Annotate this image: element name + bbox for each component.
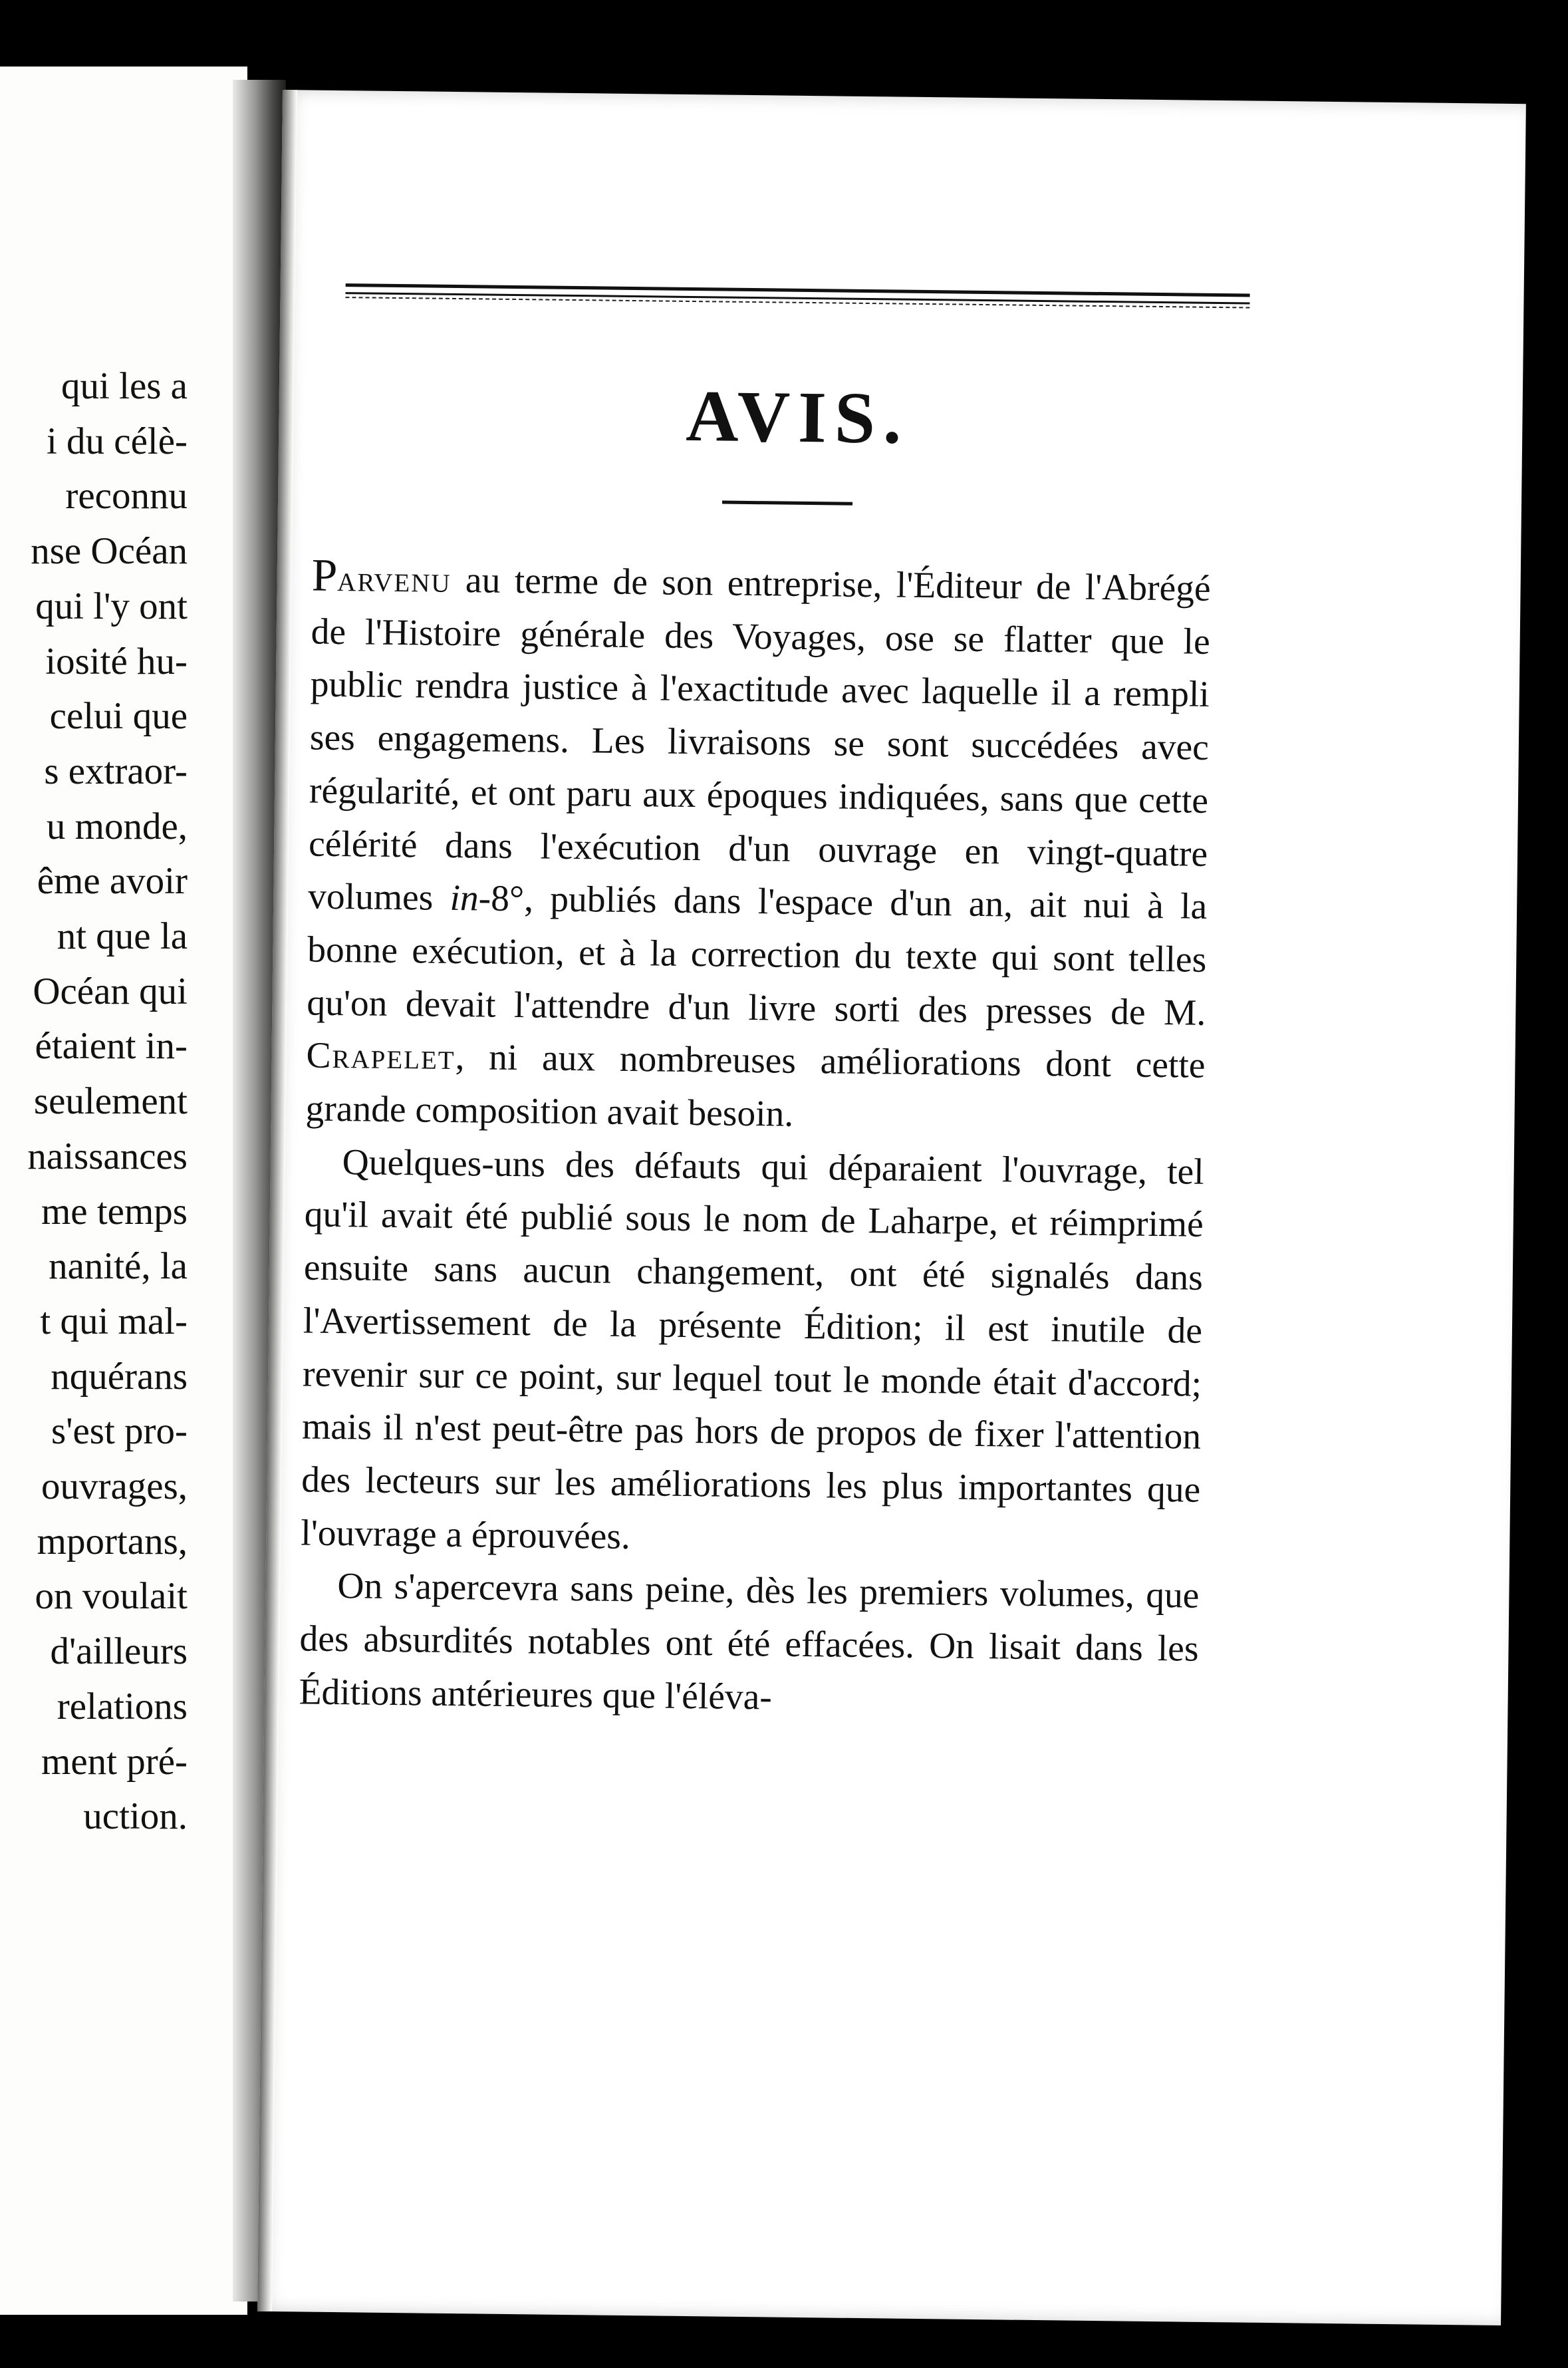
previous-page-line: nanité, la — [49, 1245, 188, 1288]
drop-capital: P — [311, 549, 338, 601]
previous-page-line: s extraor- — [44, 750, 188, 792]
book-page — [257, 90, 1526, 2325]
previous-page-line: reconnu — [65, 475, 188, 518]
previous-page-line: t qui mal- — [40, 1300, 188, 1342]
previous-page-line: ouvrages, — [41, 1465, 188, 1508]
paragraph-1-text-b: , publiés dans l'espace d'un an, ait nui à la bonne exécution, et à la correction du texte qui sont telles qu'on devait l'attendre d'un livre sorti des presses de M. — [307, 879, 1208, 1034]
previous-page-line: uction. — [83, 1795, 188, 1838]
previous-page-line: relations — [57, 1685, 188, 1727]
lead-word: arvenu — [336, 558, 452, 601]
previous-page-text — [27, 359, 188, 1845]
paragraph-3: On s'apercevra sans peine, dès les premiers volumes, que des absurdités notables ont été effacées. On lisait dans les Éditions antérieures que l'éléva- — [299, 1566, 1200, 1718]
previous-page-line: me temps — [41, 1190, 188, 1233]
previous-page-fragment — [0, 67, 247, 2315]
previous-page-line: ême avoir — [37, 860, 188, 903]
previous-page-line: qui l'y ont — [35, 585, 188, 627]
printer-name: Crapelet — [306, 1035, 456, 1078]
paragraph-2: Quelques-uns des défauts qui déparaient l'ouvrage, tel qu'il avait été publié sous le nom de Laharpe, et réimprimé ensuite sans aucun changement, ont été signalés dans l'Avertissement de la présente Édition; il est inutile de revenir sur ce point, sur lequel tout le monde était d'accord; mais il n'est peut-être pas hors de propos de fixer l'attention des lecteurs sur les améliorations les plus importantes que l'ouvrage a éprouvées. — [301, 1141, 1204, 1557]
previous-page-line: Océan qui — [33, 970, 188, 1012]
header-rule — [346, 283, 1250, 297]
previous-page-line: nse Océan — [31, 530, 188, 573]
previous-page-line: seulement — [33, 1080, 188, 1123]
previous-page-line: i du célè- — [46, 420, 188, 462]
previous-page-line: mportans, — [37, 1520, 188, 1562]
previous-page-line: s'est pro- — [51, 1410, 188, 1453]
previous-page-line: ment pré- — [41, 1740, 188, 1783]
format-italic: in — [450, 878, 479, 919]
paragraph-1 — [305, 549, 1211, 1146]
previous-page-line: on voulait — [35, 1575, 188, 1618]
previous-page-line: nt que la — [57, 915, 188, 958]
previous-page-line: qui les a — [61, 365, 188, 407]
previous-page-line: nquérans — [51, 1355, 188, 1398]
paragraph-1-text-a: au terme de son entreprise, l'Éditeur de l'Abrégé de l'Histoire générale des Voyages, ose se flatter que le public rendra justice à l'exactitude avec laquelle il a rempli ses engagemens. Les livraisons se sont succédées avec régularité, et ont paru aux époques indiquées, sans que cette célérité dans l'exécution d'un ouvrage en vingt-quatre volumes — [307, 559, 1211, 919]
previous-page-line: celui que — [49, 695, 188, 738]
page-title: AVIS. — [685, 374, 910, 459]
paragraph-1-text-c: , ni aux nombreuses améliorations dont cette grande composition avait besoin. — [305, 1037, 1206, 1135]
format-rest: -8° — [478, 878, 525, 920]
previous-page-line: d'ailleurs — [50, 1630, 188, 1673]
previous-page-line: étaient in- — [35, 1025, 188, 1068]
page-body — [299, 549, 1211, 1729]
previous-page-line: u monde, — [46, 805, 188, 847]
previous-page-line: naissances — [27, 1135, 188, 1177]
title-rule — [722, 501, 852, 506]
previous-page-line: iosité hu- — [45, 640, 188, 682]
